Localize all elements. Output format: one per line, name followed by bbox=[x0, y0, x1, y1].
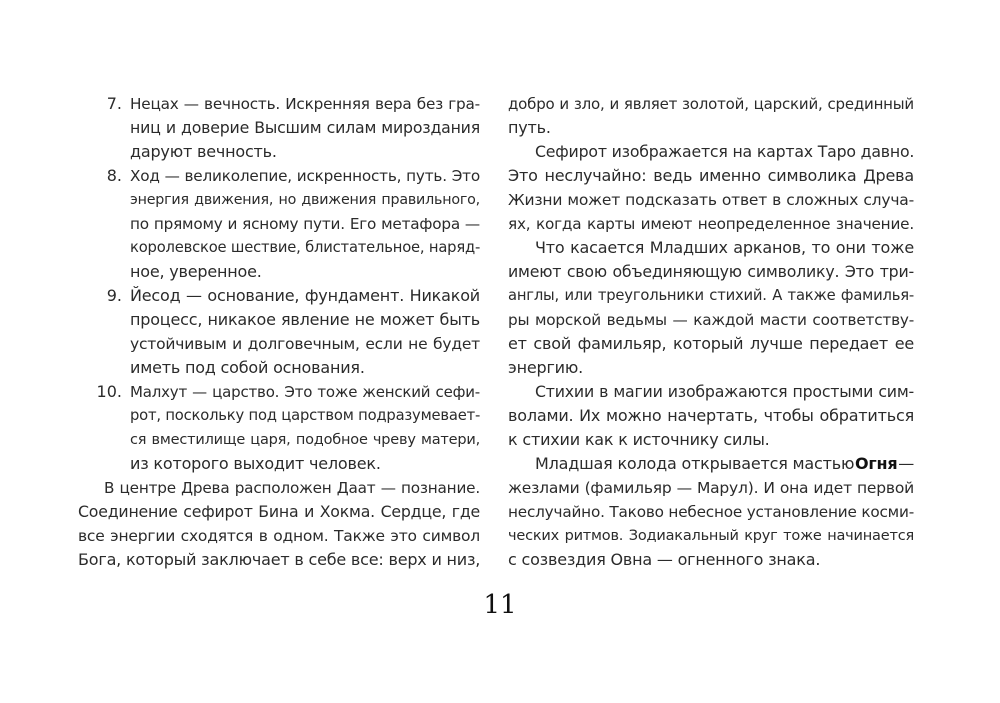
text-line: королевское шествие, блистательное, наряд- bbox=[130, 239, 481, 256]
text-line: процесс, никакое явление не может быть bbox=[130, 310, 480, 329]
list-number: 10. bbox=[96, 382, 122, 401]
text-line: Соединение сефирот Бина и Хокма. Сердце, где bbox=[78, 502, 480, 521]
text-line: ет свой фамильяр, который лучше передает ее bbox=[508, 334, 914, 353]
text-line: иметь под собой основания. bbox=[130, 358, 365, 377]
text-line: по прямому и ясному пути. Его метафора — bbox=[130, 215, 480, 233]
text-line: энергию. bbox=[508, 358, 584, 377]
text-line: путь. bbox=[508, 118, 551, 137]
text-line: устойчивым и долговечным, если не будет bbox=[130, 335, 480, 353]
text-line: ры морской ведьмы — каждой масти соответству- bbox=[508, 311, 914, 329]
text-line: Что касается Младших арканов, то они тоже bbox=[535, 238, 914, 257]
text-line: ся вместилище царя, подобное чреву матери, bbox=[130, 432, 480, 448]
list-number: 8. bbox=[106, 166, 122, 185]
text-line: все энергии сходятся в одном. Также это символ bbox=[78, 527, 480, 545]
text-line: даруют вечность. bbox=[130, 142, 277, 161]
text-segment: Младшая колода открывается мастью bbox=[535, 454, 855, 473]
text-line: В центре Древа расположен Даат — познание. bbox=[104, 479, 480, 497]
text-line: энергия движения, но движения правильного, bbox=[130, 192, 480, 208]
emphasis-fire: Огня bbox=[854, 454, 898, 473]
text-line: Йесод — основание, фундамент. Никакой bbox=[130, 286, 480, 305]
text-line: добро и зло, и являет золотой, царский, срединный bbox=[508, 95, 914, 113]
list-number: 9. bbox=[106, 286, 122, 305]
text-line bbox=[535, 452, 914, 476]
text-line: Сефирот изображается на картах Таро давно. bbox=[535, 142, 915, 161]
text-line: жезлами (фамильяр — Марул). И она идет первой bbox=[508, 479, 914, 497]
text-line: Малхут — царство. Это тоже женский сефи- bbox=[130, 383, 480, 401]
text-line: из которого выходит человек. bbox=[130, 454, 381, 473]
text-line: ное, уверенное. bbox=[130, 262, 262, 281]
text-line: англы, или треугольники стихий. А также фамилья- bbox=[508, 287, 914, 304]
text-line: неслучайно. Таково небесное установление косми- bbox=[508, 503, 914, 521]
text-line: рот, поскольку под царством подразумевает- bbox=[130, 407, 481, 424]
text-line: ческих ритмов. Зодиакальный круг тоже начинается bbox=[508, 528, 914, 544]
text-line: Это неслучайно: ведь именно символика Древа bbox=[508, 166, 914, 185]
text-line: Ход — великолепие, искренность, путь. Это bbox=[130, 167, 480, 185]
text-line: Жизни может подсказать ответ в сложных случа- bbox=[508, 191, 914, 209]
text-line: имеют свою объединяющую символику. Это три- bbox=[508, 262, 914, 281]
text-line: Бога, который заключает в себе все: верх и низ, bbox=[78, 550, 481, 569]
text-line: Стихии в магии изображаются простыми сим- bbox=[535, 382, 914, 401]
text-line: к стихии как к источнику силы. bbox=[508, 430, 770, 449]
text-line: с созвездия Овна — огненного знака. bbox=[508, 550, 821, 569]
text-line: волами. Их можно начертать, чтобы обратиться bbox=[508, 406, 914, 425]
text-line: ниц и доверие Высшим силам мироздания bbox=[130, 118, 480, 137]
page-number: 11 bbox=[483, 590, 517, 620]
text-segment: — bbox=[898, 454, 914, 473]
text-line: ях, когда карты имеют неопределенное значение. bbox=[508, 215, 914, 233]
text-line: Нецах — вечность. Искренняя вера без гра- bbox=[130, 95, 480, 113]
list-number: 7. bbox=[106, 94, 122, 113]
